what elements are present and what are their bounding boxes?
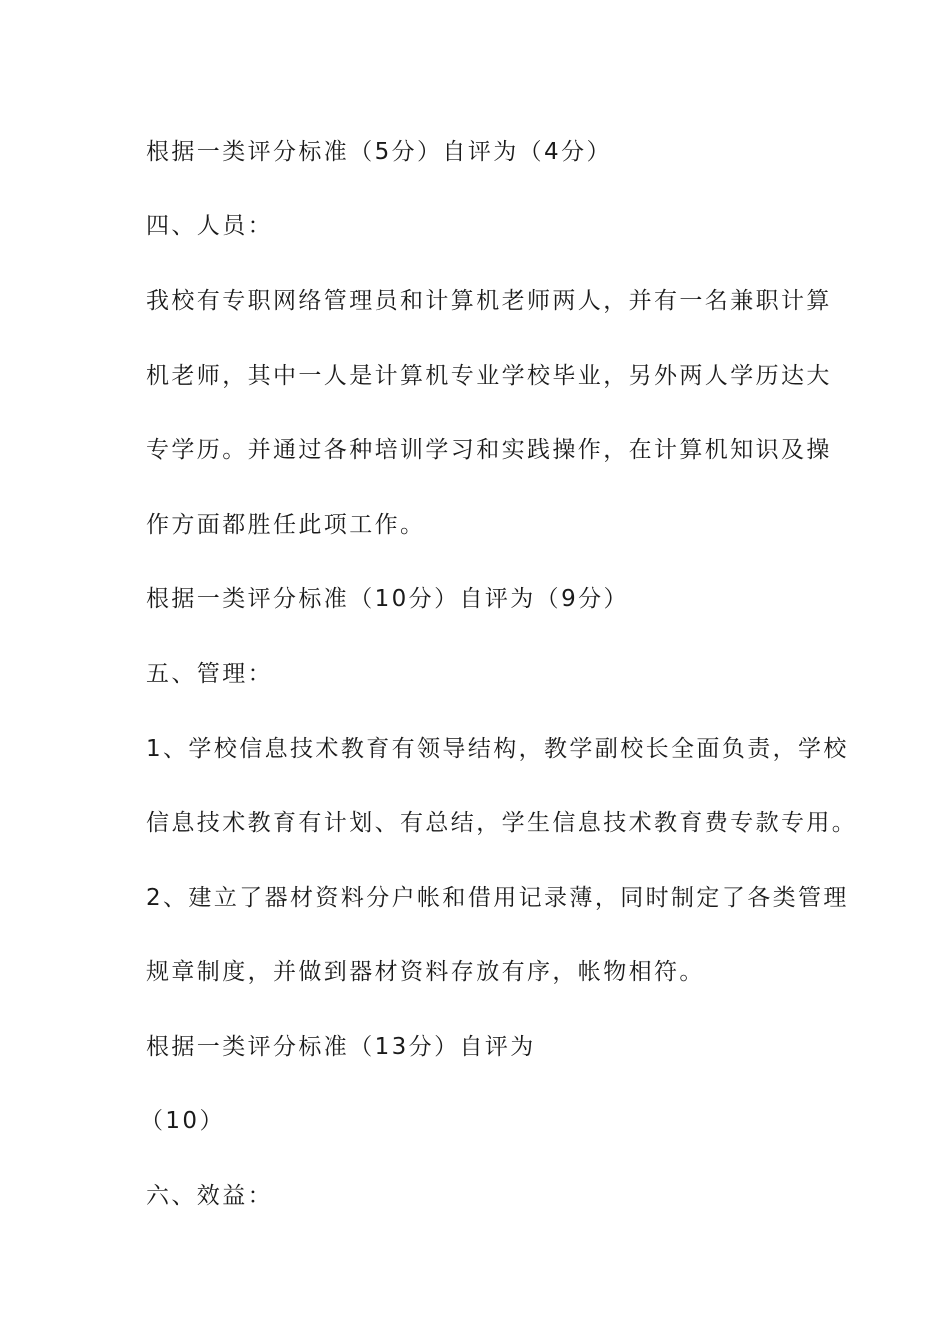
paragraph-line: 规章制度，并做到器材资料存放有序，帐物相符。: [146, 959, 705, 985]
section-heading-benefits: 六、效益：: [146, 1183, 273, 1209]
paragraph-line: 机老师，其中一人是计算机专业学校毕业，另外两人学历达大: [146, 363, 832, 389]
paragraph-line: 作方面都胜任此项工作。: [146, 512, 426, 538]
score-line-management: 根据一类评分标准（13分）自评为: [146, 1034, 536, 1060]
section-heading-management: 五、管理：: [146, 661, 273, 687]
paragraph-line: 专学历。并通过各种培训学习和实践操作，在计算机知识及操: [146, 437, 832, 463]
paragraph-line: 信息技术教育有计划、有总结，学生信息技术教育费专款专用。: [146, 810, 858, 836]
section-heading-personnel: 四、人员：: [146, 213, 273, 239]
score-value-management: （10）: [140, 1108, 225, 1134]
score-line-personnel-prev: 根据一类评分标准（5分）自评为（4分）: [146, 139, 612, 165]
score-line-personnel: 根据一类评分标准（10分）自评为（9分）: [146, 586, 629, 612]
paragraph-line: 2、建立了器材资料分户帐和借用记录薄，同时制定了各类管理: [146, 885, 849, 911]
paragraph-line: 1、学校信息技术教育有领导结构，教学副校长全面负责，学校: [146, 736, 849, 762]
paragraph-line: 我校有专职网络管理员和计算机老师两人，并有一名兼职计算: [146, 288, 832, 314]
